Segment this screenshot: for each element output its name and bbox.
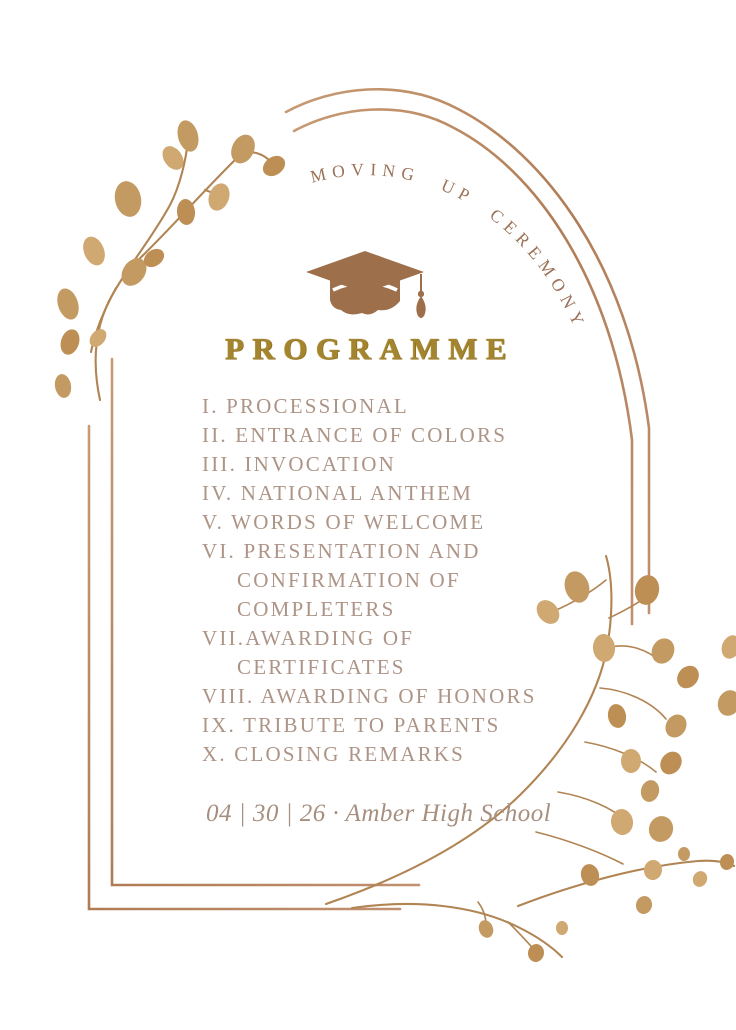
programme-line: II. ENTRANCE OF COLORS [202,423,508,447]
programme-line: IX. TRIBUTE TO PARENTS [202,713,501,737]
programme-line: V. WORDS OF WELCOME [202,510,486,534]
programme-line: COMPLETERS [237,597,396,621]
programme-line: I. PROCESSIONAL [202,394,409,418]
programme-line: IV. NATIONAL ANTHEM [202,481,474,505]
programme-line: CONFIRMATION OF [237,568,461,592]
graduation-cap-icon [306,251,426,318]
page-title: PROGRAMME [224,331,516,366]
programme-line: VII.AWARDING OF [202,626,415,650]
event-details [206,800,551,828]
programme-line: III. INVOCATION [202,452,396,476]
programme-line: VIII. AWARDING OF HONORS [202,684,537,708]
programme-line: CERTIFICATES [237,655,406,679]
event-date-venue: 04 | 30 | 26 · Amber High School [206,800,552,827]
programme-line: X. CLOSING REMARKS [202,742,466,766]
programme-line: VI. PRESENTATION AND [202,539,481,563]
arch-title-text: MOVING UP CEREMONY [308,159,591,334]
programme-list [202,392,562,769]
